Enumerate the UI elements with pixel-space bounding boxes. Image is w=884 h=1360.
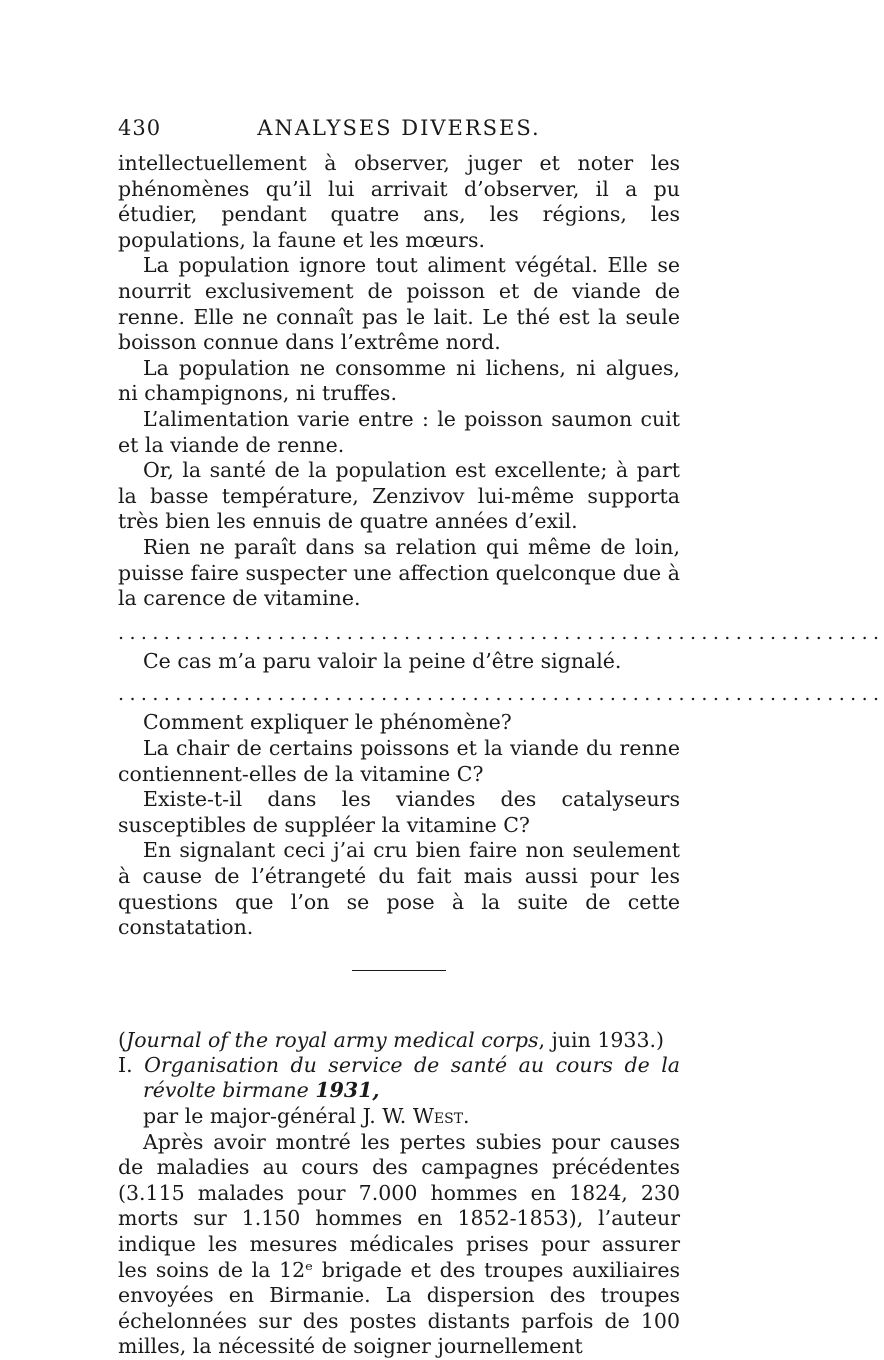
paragraph: Rien ne paraît dans sa relation qui même de loin, puisse faire suspecter une affection quelconque due à la carence de vitamine.	[118, 534, 680, 611]
running-header	[118, 116, 680, 144]
section-number: I.	[118, 1052, 133, 1077]
paragraph: Comment expliquer le phénomène?	[143, 710, 512, 735]
paragraph: L’alimentation varie entre : le poisson saumon cuit et la viande de renne.	[118, 406, 680, 457]
section-heading	[118, 1053, 680, 1130]
section-divider	[352, 970, 446, 971]
section-title: Organisation du service de santé au cours de la révolte birmane	[143, 1052, 680, 1103]
section-author-prefix: par le major-général J. W.	[143, 1104, 407, 1128]
page-body	[118, 151, 884, 1360]
paragraph: La chair de certains poissons et la viande du renne contiennent-elles de la vitamine C?	[118, 736, 680, 786]
paragraph: intellectuellement à observer, juger et noter les phénomènes qu’il lui arrivait d’observer, il a pu étudier, pendant quatre ans, les régions, les populations, la faune et les mœurs.	[118, 151, 680, 252]
dot-leader: ...................................................................	[118, 682, 884, 705]
journal-citation	[118, 1027, 680, 1053]
paragraph: Or, la santé de la population est excellente; à part la basse température, Zenzivov lui-même supporta très bien les ennuis de quatre années d’exil.	[118, 458, 680, 534]
paragraph: Après avoir montré les pertes subies pour causes de maladies au cours des campagnes précédentes (3.115 malades pour 7.000 hommes en 1824, 230 morts sur 1.150 hommes en 1852-1853), l’auteur indique les mesures médicales prises pour assurer les soins de la 12ᵉ brigade et des troupes auxiliaires envoyées en Birmanie. La dispersion des troupes échelonnées sur des postes distants parfois de 100 milles, la nécessité de soigner journellement	[118, 1129, 680, 1359]
paragraph: En signalant ceci j’ai cru bien faire non seulement à cause de l’étrangeté du fait mais aussi pour les questions que l’on se pose à la suite de cette constatation.	[118, 838, 680, 940]
section-year: 1931,	[315, 1078, 380, 1103]
page-number: 430	[118, 116, 162, 140]
journal-name: Journal of the royal army medical corps	[126, 1027, 539, 1052]
section-author-name: West.	[412, 1104, 470, 1128]
dot-leader: ...................................................................	[118, 621, 884, 644]
paragraph: Existe-t-il dans les viandes des catalyseurs susceptibles de suppléer la vitamine C?	[118, 787, 680, 837]
signal-line: Ce cas m’a paru valoir la peine d’être signalé.	[143, 649, 622, 674]
journal-date: , juin 1933.)	[538, 1027, 665, 1052]
paragraph: La population ne consomme ni lichens, ni algues, ni champignons, ni truffes.	[118, 355, 680, 406]
paragraph: La population ignore tout aliment végétal. Elle se nourrit exclusivement de poisson et de viande de renne. Elle ne connaît pas le lait. Le thé est la seule boisson connue dans l’extrême nord.	[118, 253, 680, 355]
journal-open-paren: (	[118, 1027, 126, 1052]
running-title: ANALYSES DIVERSES.	[257, 116, 541, 140]
